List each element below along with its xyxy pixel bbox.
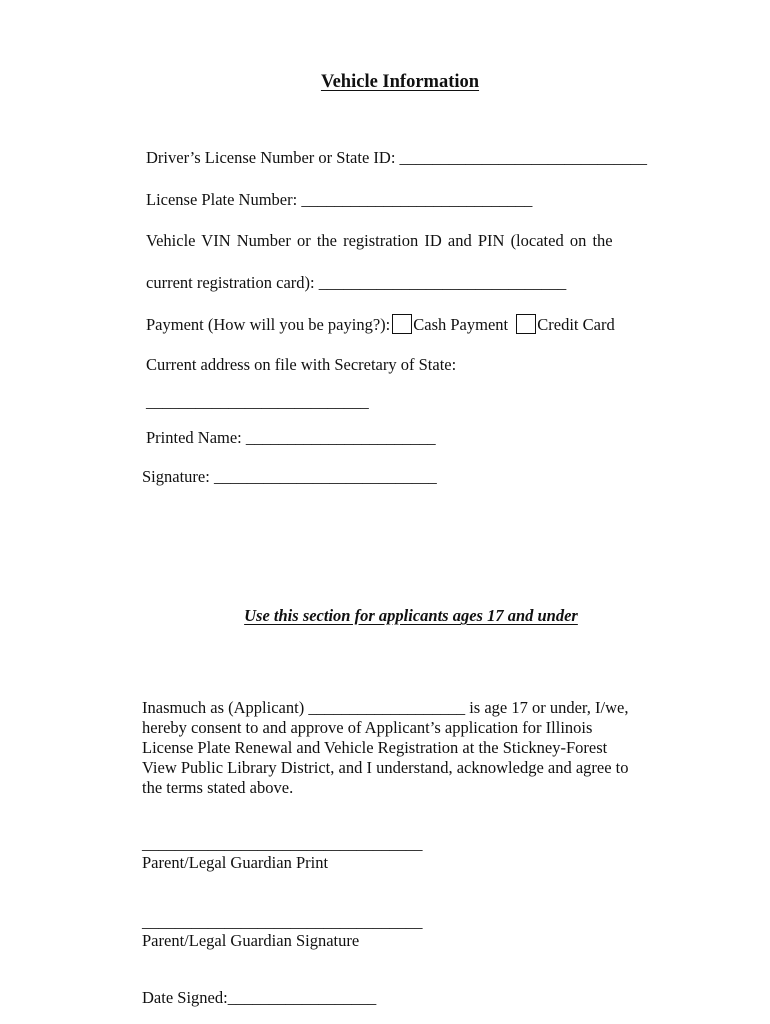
consent-line: View Public Library District, and I understand, acknowledge and agree to xyxy=(142,758,629,777)
consent-line: the terms stated above. xyxy=(142,778,294,797)
minor-section-heading-text: Use this section for applicants ages 17 and under xyxy=(244,606,578,625)
address-label: Current address on file with Secretary of State: xyxy=(146,355,457,374)
cash-payment-label: Cash Payment xyxy=(413,315,509,334)
consent-line: hereby consent to and approve of Applicant’s application for Illinois xyxy=(142,718,593,737)
payment-row xyxy=(146,314,615,335)
guardian-signature-field[interactable]: __________________________________ xyxy=(142,912,423,931)
guardian-signature-label: Parent/Legal Guardian Signature xyxy=(142,931,360,950)
page-title-text: Vehicle Information xyxy=(320,72,480,92)
date-signed-field[interactable]: Date Signed:__________________ xyxy=(142,988,377,1007)
vin-field[interactable]: current registration card): ______________________________ xyxy=(146,273,567,292)
address-field[interactable]: ___________________________ xyxy=(146,392,369,411)
drivers-license-field[interactable]: Driver’s License Number or State ID: ______________________________ xyxy=(146,148,648,167)
page-title xyxy=(0,72,770,93)
consent-paragraph xyxy=(142,698,702,798)
cash-payment-checkbox[interactable] xyxy=(392,314,412,334)
payment-label: Payment (How will you be paying?): xyxy=(146,315,391,334)
consent-line: License Plate Renewal and Vehicle Registration at the Stickney-Forest xyxy=(142,738,608,757)
guardian-print-label: Parent/Legal Guardian Print xyxy=(142,853,329,872)
printed-name-field[interactable]: Printed Name: _______________________ xyxy=(146,428,436,447)
consent-line[interactable]: Inasmuch as (Applicant) ___________________ is age 17 or under, I/we, xyxy=(142,698,629,717)
guardian-print-field[interactable]: __________________________________ xyxy=(142,834,423,853)
credit-card-checkbox[interactable] xyxy=(516,314,536,334)
minor-section-heading xyxy=(0,606,770,626)
credit-card-label: Credit Card xyxy=(537,315,615,334)
vin-field-label: Vehicle VIN Number or the registration ID and PIN (located on the xyxy=(146,231,613,250)
license-plate-field[interactable]: License Plate Number: ____________________________ xyxy=(146,190,533,209)
signature-field[interactable]: Signature: ___________________________ xyxy=(142,467,437,486)
